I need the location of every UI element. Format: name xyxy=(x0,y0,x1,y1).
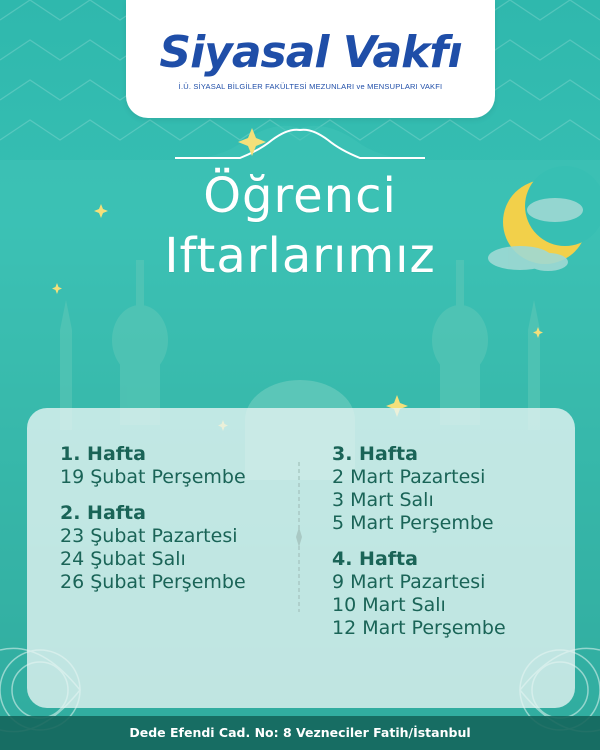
week-date: 24 Şubat Salı xyxy=(60,548,186,570)
week-heading: 4. Hafta xyxy=(332,548,418,570)
week-block xyxy=(60,502,246,594)
week-date: 5 Mart Perşembe xyxy=(332,512,494,534)
logo-subtitle: İ.Ü. SİYASAL BİLGİLER FAKÜLTESİ MEZUNLARI ve MENSUPLARI VAKFI xyxy=(178,82,443,91)
week-date: 2 Mart Pazartesi xyxy=(332,466,486,488)
schedule-column-left xyxy=(60,443,246,594)
week-date: 3 Mart Salı xyxy=(332,489,434,511)
week-date: 26 Şubat Perşembe xyxy=(60,571,246,593)
schedule-column-right xyxy=(332,443,506,640)
week-date: 23 Şubat Pazartesi xyxy=(60,525,238,547)
week-heading: 2. Hafta xyxy=(60,502,146,524)
logo-banner xyxy=(126,0,495,118)
week-heading: 1. Hafta xyxy=(60,443,146,465)
week-heading: 3. Hafta xyxy=(332,443,418,465)
week-block xyxy=(332,443,506,535)
column-divider xyxy=(296,462,302,612)
week-block xyxy=(60,443,246,489)
week-date: 19 Şubat Perşembe xyxy=(60,466,246,488)
week-date: 12 Mart Perşembe xyxy=(332,617,506,639)
footer-address: Dede Efendi Cad. No: 8 Vezneciler Fatih/İstanbul xyxy=(129,725,471,740)
title-line-2: Iftarlarımız xyxy=(164,228,436,284)
week-date: 9 Mart Pazartesi xyxy=(332,571,486,593)
logo-wordmark: Siyasal Vakfı xyxy=(159,27,462,78)
week-date: 10 Mart Salı xyxy=(332,594,446,616)
week-block xyxy=(332,548,506,640)
title-line-1: Öğrenci xyxy=(203,168,397,224)
